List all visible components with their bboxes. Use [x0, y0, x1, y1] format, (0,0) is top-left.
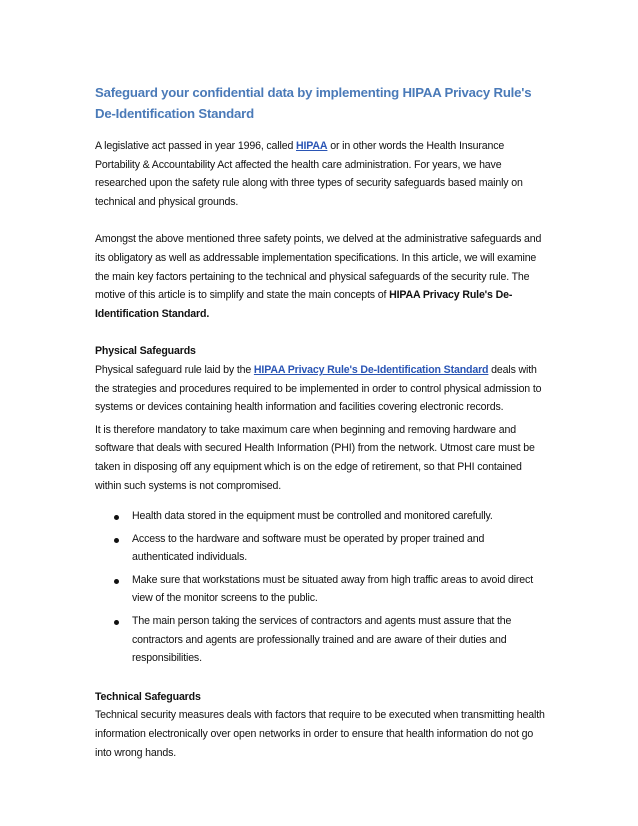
- intro-text-after: or in other words the Health Insurance Portability & Accountability Act affected the health care administration. For years, we have researched upon the safety rule along with three types of security safeguards based mainly on technical and physical grounds.: [95, 140, 523, 208]
- bullet-icon: [114, 515, 119, 520]
- document-title: Safeguard your confidential data by implementing HIPAA Privacy Rule's De-Identification Standard: [95, 85, 532, 121]
- technical-safeguards-heading: Technical Safeguards: [95, 690, 201, 703]
- list-item-text: Health data stored in the equipment must be controlled and monitored carefully.: [132, 510, 493, 523]
- list-item: [95, 612, 545, 668]
- physical-text-after: deals with the strategies and procedures required to be implemented in order to control physical admission to systems or devices containing health information and facilities covering electronic records.: [95, 363, 542, 414]
- list-item: [95, 571, 545, 608]
- list-item-text: Make sure that workstations must be situated away from high traffic areas to avoid direct view of the monitor screens to the public.: [132, 573, 533, 605]
- physical-paragraph-1: [95, 361, 545, 417]
- physical-text-before: Physical safeguard rule laid by the: [95, 363, 254, 376]
- list-item-text: Access to the hardware and software must be operated by proper trained and authenticated individuals.: [132, 532, 485, 564]
- list-item: [95, 507, 545, 526]
- spacer: [95, 211, 545, 230]
- physical-paragraph-2: It is therefore mandatory to take maximum care when beginning and removing hardware and software that deals with secured Health Information (PHI) from the network. Utmost care must be taken in disposing off any equipment which is on the edge of retirement, so that PHI contained within such systems is not compromised.: [95, 423, 535, 492]
- physical-safeguards-heading: Physical Safeguards: [95, 345, 196, 358]
- standard-name-bold: HIPAA Privacy Rule's De-Identification Standard.: [95, 289, 513, 320]
- intro-paragraph: [95, 137, 545, 211]
- second-paragraph: [95, 230, 545, 323]
- bullet-icon: [114, 538, 119, 543]
- list-item-text: The main person taking the services of contractors and agents must assure that the contractors and agents are professionally trained and are aware of their duties and responsibilities.: [132, 615, 512, 665]
- list-item: [95, 530, 545, 567]
- technical-paragraph-1: Technical security measures deals with factors that require to be executed when transmitting health information electronically over open networks in order to ensure that health information do not go into wrong hands.: [95, 709, 545, 759]
- spacer: [95, 323, 545, 342]
- bullet-icon: [114, 579, 119, 584]
- document-page: [95, 82, 545, 762]
- physical-bullet-list: [95, 507, 545, 668]
- second-text: Amongst the above mentioned three safety points, we delved at the administrative safeguards and its obligatory as well as addressable implementation specifications. In this article, we will examine the main key factors pertaining to the technical and physical safeguards of the security rule. The motive of this article is to simplify and state the main concepts of: [95, 233, 542, 302]
- spacer: [95, 672, 545, 688]
- intro-text-before: A legislative act passed in year 1996, called: [95, 140, 296, 152]
- deidentification-standard-link[interactable]: HIPAA Privacy Rule's De-Identification Standard: [253, 363, 489, 376]
- bullet-icon: [114, 620, 119, 625]
- hipaa-link[interactable]: HIPAA: [295, 140, 328, 152]
